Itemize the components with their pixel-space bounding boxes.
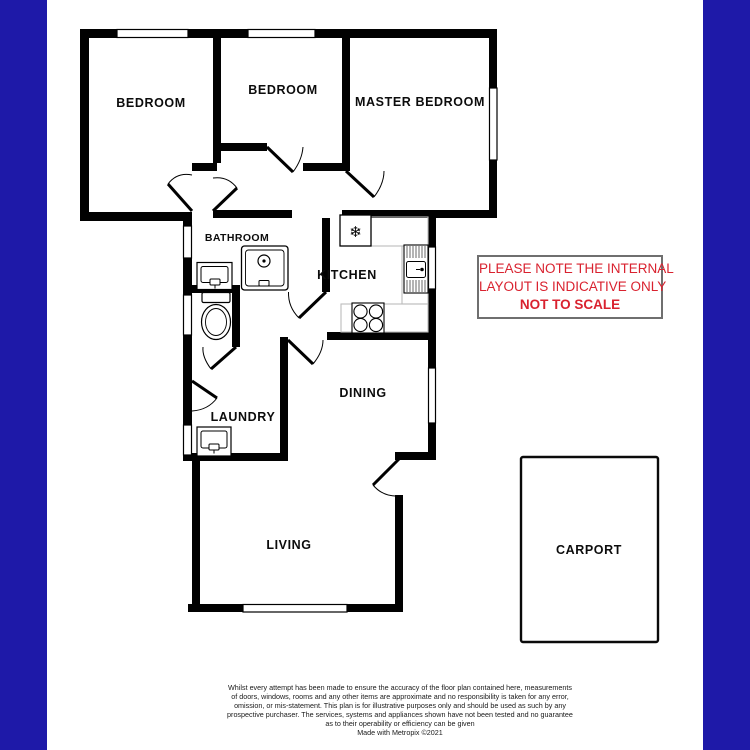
shower-tap: [259, 281, 269, 287]
shower-drain-dot: [262, 259, 265, 262]
window: [184, 295, 192, 335]
disclaimer-line: of doors, windows, rooms and any other items are approximate and no responsibility is taken for any error,: [231, 691, 569, 701]
door-leaf-master-bedroom: [346, 171, 374, 197]
door-arc: [213, 178, 237, 188]
door-leaf-bedroom-1: [168, 184, 192, 211]
door-arc: [293, 147, 303, 172]
not-to-scale-note: [477, 255, 674, 319]
door-arc: [374, 171, 384, 197]
door-leaf-bedroom-2: [267, 147, 293, 172]
room-label-living: LIVING: [266, 538, 312, 552]
room-label-master-bedroom: MASTER BEDROOM: [355, 95, 485, 109]
room-label-bathroom: BATHROOM: [204, 232, 270, 244]
wall: [80, 29, 89, 218]
window: [490, 88, 498, 160]
note-line-1: PLEASE NOTE THE INTERNAL: [479, 261, 674, 276]
room-label-dining: DINING: [339, 386, 387, 400]
door-arc: [203, 347, 211, 369]
door-leaf-laundry: [192, 381, 217, 398]
window: [248, 30, 315, 38]
door-leaf-bathroom: [213, 188, 237, 211]
drainboard-hatch: [407, 246, 425, 258]
tub-tap: [209, 444, 219, 450]
window: [243, 605, 347, 613]
note-line-2: LAYOUT IS INDICATIVE ONLY: [479, 279, 667, 294]
disclaimer-credit: Made with Metropix ©2021: [357, 727, 443, 737]
stove: [352, 303, 384, 333]
room-label-kitchen: KITCHEN: [317, 268, 377, 282]
toilet-cistern: [202, 293, 230, 303]
wall: [192, 461, 200, 612]
shower: [242, 246, 289, 290]
windows: [117, 30, 497, 613]
wall: [215, 143, 267, 151]
wall: [395, 495, 403, 612]
vanity-sink: [197, 263, 232, 290]
wall: [213, 210, 292, 218]
fridge-snowflake-icon: ❄: [349, 224, 362, 241]
door-leaf-wc: [211, 347, 236, 369]
disclaimer-line: Whilst every attempt has been made to ensure the accuracy of the floor plan contained here, measurements: [228, 683, 572, 692]
bathroom-fixtures: [197, 246, 288, 456]
disclaimer-line: as to their operability or efficiency can be given: [325, 718, 475, 728]
door-arc: [288, 292, 299, 318]
vanity-tap: [210, 279, 220, 285]
wall: [342, 29, 350, 167]
room-label-laundry: LAUNDRY: [210, 410, 276, 424]
room-label-carport: CARPORT: [555, 543, 623, 557]
window: [429, 247, 436, 289]
note-line-3: NOT TO SCALE: [519, 297, 621, 312]
disclaimer: [200, 684, 600, 737]
window: [184, 226, 192, 258]
walls: [80, 29, 497, 612]
window: [429, 368, 436, 423]
sink-tap: [420, 268, 424, 272]
window: [117, 30, 188, 38]
door-leaf-dining: [288, 340, 313, 364]
laundry-tub: [197, 427, 231, 456]
disclaimer-line: omission, or mis-statement. This plan is for illustrative purposes only and should be used as such by any: [234, 700, 566, 710]
door-leaf-kitchen: [299, 292, 326, 318]
door-arc: [373, 485, 399, 496]
wall: [80, 212, 192, 221]
counter-segment: [371, 217, 428, 246]
stove-outline: [352, 303, 384, 333]
room-label-bedroom-2: BEDROOM: [248, 83, 318, 97]
toilet: [202, 293, 231, 340]
disclaimer-line: prospective purchaser. The services, systems and appliances shown have not been tested and no guarantee: [227, 709, 573, 719]
door-arc: [313, 340, 323, 364]
toilet-bowl-inner: [206, 309, 227, 336]
room-label-bedroom-1: BEDROOM: [116, 96, 186, 110]
wall: [192, 163, 217, 171]
wall: [280, 337, 288, 461]
door-leaf-living: [373, 459, 399, 485]
wall: [232, 293, 240, 347]
kitchen-sink: [404, 245, 428, 293]
wall: [395, 452, 436, 460]
window: [184, 425, 192, 455]
door-arc: [168, 174, 192, 184]
drainboard-hatch: [407, 280, 425, 292]
